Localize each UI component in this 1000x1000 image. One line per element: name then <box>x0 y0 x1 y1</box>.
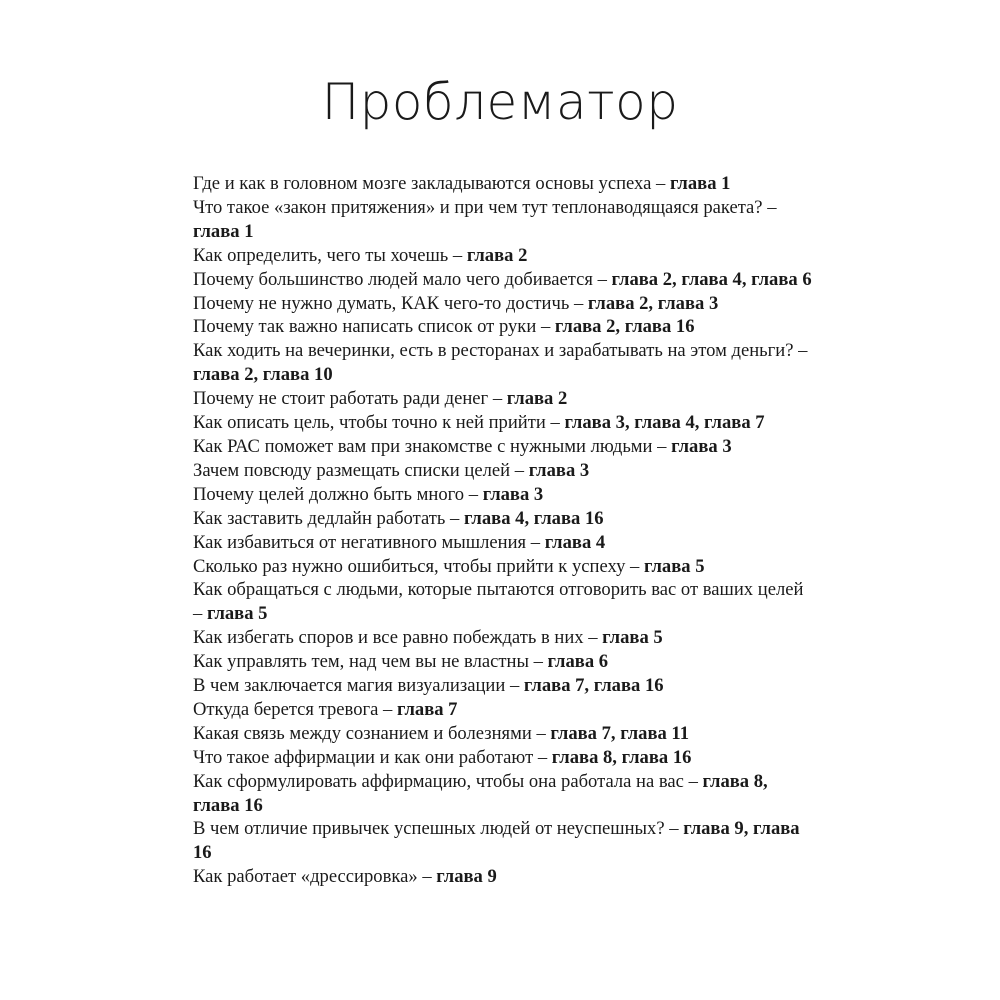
page-title: Проблематор <box>321 73 679 131</box>
entry-question: Почему большинство людей мало чего добивается <box>193 268 593 290</box>
problem-index-list <box>193 172 813 889</box>
entry-chapter-refs: глава 3 <box>528 459 590 481</box>
index-entry <box>193 459 813 483</box>
entry-chapter-refs: глава 5 <box>602 627 663 649</box>
entry-chapter-refs: глава 1 <box>669 173 731 194</box>
entry-separator: – <box>569 292 588 314</box>
entry-chapter-refs: глава 3 <box>671 435 732 457</box>
entry-separator: – <box>651 173 670 194</box>
index-entry <box>193 865 813 889</box>
entry-separator: – <box>448 244 467 266</box>
index-entry <box>193 650 813 674</box>
index-entry <box>193 698 813 722</box>
entry-chapter-refs: глава 9, глава 16 <box>193 818 800 864</box>
entry-question: Что такое аффирмации и как они работают <box>193 746 534 768</box>
entry-chapter-refs: глава 4 <box>544 531 606 553</box>
entry-chapter-refs: глава 9 <box>436 866 497 888</box>
entry-separator: – <box>505 675 524 697</box>
entry-chapter-refs: глава 8, глава 16 <box>551 746 692 768</box>
entry-chapter-refs: глава 6 <box>547 651 609 673</box>
index-entry <box>193 196 813 244</box>
entry-question: Как описать цель, чтобы точно к ней прийти <box>193 412 546 434</box>
entry-separator: – <box>193 603 207 625</box>
entry-question: Какая связь между сознанием и болезнями <box>193 722 532 744</box>
entry-chapter-refs: глава 4, глава 16 <box>463 507 604 529</box>
entry-separator: – <box>592 268 612 290</box>
index-entry <box>193 722 813 746</box>
index-entry <box>193 411 813 435</box>
entry-chapter-refs: глава 5 <box>206 603 268 625</box>
entry-question: Зачем повсюду размещать списки целей <box>193 459 511 481</box>
index-entry <box>193 531 813 555</box>
entry-question: Почему так важно написать список от руки <box>193 316 537 338</box>
entry-question: Как обращаться с людьми, которые пытаются отговорить вас от ваших целей <box>193 579 804 601</box>
entry-chapter-refs: глава 8, глава 16 <box>193 770 768 816</box>
entry-question: Как избегать споров и все равно побеждать в них <box>193 627 584 649</box>
entry-separator: – <box>510 459 529 481</box>
entry-question: Откуда берется тревога <box>193 698 379 720</box>
index-entry <box>193 674 813 698</box>
entry-chapter-refs: глава 2, глава 4, глава 6 <box>611 268 812 290</box>
entry-question: Почему не стоит работать ради денег <box>193 388 489 410</box>
entry-question: Сколько раз нужно ошибиться, чтобы прийти к успеху <box>193 555 626 577</box>
entry-chapter-refs: глава 3 <box>482 483 544 505</box>
entry-chapter-refs: глава 2, глава 16 <box>554 316 695 338</box>
entry-separator: – <box>445 507 464 529</box>
entry-question: Как избавиться от негативного мышления <box>193 531 527 553</box>
entry-separator: – <box>378 698 397 720</box>
index-entry <box>193 292 813 316</box>
entry-chapter-refs: глава 1 <box>193 220 254 242</box>
index-entry <box>193 746 813 770</box>
entry-question: Как РАС поможет вам при знакомстве с нужными людьми <box>193 435 653 457</box>
index-entry <box>193 244 813 268</box>
index-entry <box>193 483 813 507</box>
entry-question: В чем заключается магия визуализации <box>193 675 506 697</box>
entry-chapter-refs: глава 2, глава 3 <box>587 292 719 314</box>
entry-separator: – <box>683 770 703 792</box>
entry-question: Как работает «дрессировка» <box>193 866 418 888</box>
index-entry <box>193 387 813 411</box>
entry-chapter-refs: глава 7 <box>396 698 458 720</box>
entry-chapter-refs: глава 3, глава 4, глава 7 <box>564 412 765 434</box>
entry-separator: – <box>793 340 808 362</box>
entry-separator: – <box>531 722 551 744</box>
entry-question: Что такое «закон притяжения» и при чем тут теплонаводящаяся ракета? <box>193 196 763 218</box>
entry-separator: – <box>545 412 565 434</box>
index-entry <box>193 555 813 579</box>
entry-question: Почему целей должно быть много <box>193 483 465 505</box>
entry-separator: – <box>625 555 644 577</box>
index-entry <box>193 578 813 626</box>
entry-question: Как ходить на вечеринки, есть в ресторанах и зарабатывать на этом деньги? <box>193 340 794 362</box>
entry-chapter-refs: глава 7, глава 16 <box>523 675 664 697</box>
entry-chapter-refs: глава 7, глава 11 <box>550 722 689 744</box>
entry-separator: – <box>652 435 672 457</box>
entry-question: Как сформулировать аффирмацию, чтобы она работала на вас <box>193 770 684 792</box>
entry-separator: – <box>583 627 603 649</box>
entry-separator: – <box>528 651 548 673</box>
entry-separator: – <box>762 196 777 218</box>
entry-question: Как определить, чего ты хочешь <box>193 244 449 266</box>
entry-question: Как управлять тем, над чем вы не властны <box>193 651 529 673</box>
entry-separator: – <box>417 866 437 888</box>
index-entry <box>193 339 813 387</box>
entry-separator: – <box>526 531 545 553</box>
entry-chapter-refs: глава 2, глава 10 <box>193 364 333 386</box>
index-entry <box>193 268 813 292</box>
entry-chapter-refs: глава 2 <box>466 244 528 266</box>
index-entry <box>193 507 813 531</box>
index-entry <box>193 435 813 459</box>
entry-chapter-refs: глава 5 <box>643 555 705 577</box>
entry-chapter-refs: глава 2 <box>506 388 568 410</box>
entry-separator: – <box>664 818 684 840</box>
entry-separator: – <box>488 388 507 410</box>
index-entry <box>193 626 813 650</box>
index-entry <box>193 315 813 339</box>
index-entry <box>193 770 813 818</box>
entry-separator: – <box>533 746 552 768</box>
entry-separator: – <box>464 483 483 505</box>
entry-question: В чем отличие привычек успешных людей от неуспешных? <box>193 818 665 840</box>
entry-question: Где и как в головном мозге закладываются основы успеха <box>193 173 652 194</box>
entry-question: Как заставить дедлайн работать <box>193 507 446 529</box>
index-entry <box>193 817 813 865</box>
index-entry <box>193 172 813 196</box>
entry-separator: – <box>536 316 555 338</box>
entry-question: Почему не нужно думать, КАК чего-то достичь <box>193 292 570 314</box>
